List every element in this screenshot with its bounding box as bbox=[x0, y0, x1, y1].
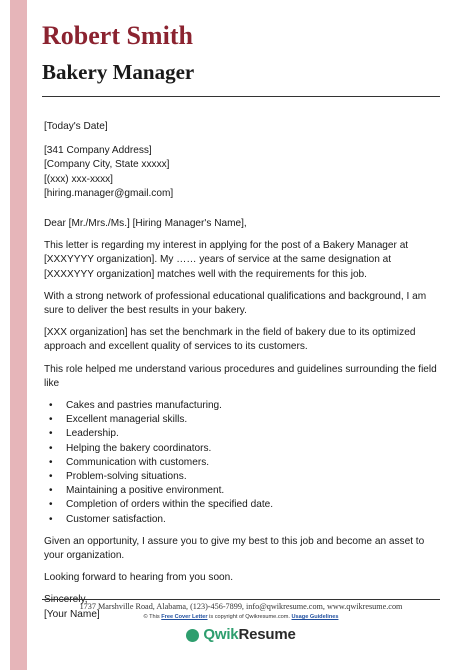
bullet-icon: • bbox=[49, 471, 53, 483]
bullet-icon: • bbox=[49, 400, 53, 412]
bullet-icon: • bbox=[49, 513, 53, 525]
recipient-city: [Company City, State xxxxx] bbox=[44, 159, 170, 171]
paragraph-closing: Looking forward to hearing from you soon. bbox=[44, 572, 234, 584]
recipient-phone: [(xxx) xxx-xxxx] bbox=[44, 173, 113, 185]
copyright-note bbox=[42, 613, 440, 621]
letter-body bbox=[44, 120, 440, 630]
decorative-side-bar bbox=[10, 0, 27, 670]
salutation: Dear [Mr./Mrs./Ms.] [Hiring Manager's Name], bbox=[44, 218, 247, 230]
paragraph-skills-intro: This role helped me understand various procedures and guidelines surrounding the field like bbox=[44, 363, 437, 389]
list-item: • Communication with customers. bbox=[44, 456, 440, 470]
header-divider bbox=[42, 96, 440, 97]
copyright-prefix: © This bbox=[143, 614, 160, 620]
recipient-address bbox=[44, 144, 440, 201]
qwikresume-logo-icon bbox=[186, 629, 199, 642]
job-title: Bakery Manager bbox=[42, 60, 195, 84]
copyright-middle: is copyright of Qwikresume.com. bbox=[209, 614, 290, 620]
list-item: • Completion of orders within the specified date. bbox=[44, 498, 440, 512]
paragraph-intro: This letter is regarding my interest in applying for the post of a Bakery Manager at [XXXYYYY organization]. My …… years of service at the same designation at [XXXXYYY organization] matches well with the requirements for this job. bbox=[44, 240, 409, 280]
recipient-street: [341 Company Address] bbox=[44, 145, 152, 157]
footer-contact: 1737 Marshville Road, Alabama, (123)-456-7899, info@qwikresume.com, www.qwikresume.com bbox=[79, 602, 403, 611]
list-item: • Cakes and pastries manufacturing. bbox=[44, 399, 440, 413]
list-item: • Customer satisfaction. bbox=[44, 513, 440, 527]
usage-guidelines-link[interactable]: Usage Guidelines bbox=[291, 614, 339, 620]
list-item: • Leadership. bbox=[44, 427, 440, 441]
bullet-icon: • bbox=[49, 485, 53, 497]
bullet-icon: • bbox=[49, 428, 53, 440]
skills-list bbox=[44, 399, 440, 527]
letter-date: [Today's Date] bbox=[44, 121, 108, 132]
recipient-email: [hiring.manager@gmail.com] bbox=[44, 187, 174, 199]
applicant-name: Robert Smith bbox=[42, 21, 193, 50]
brand-logo[interactable] bbox=[42, 624, 440, 646]
bullet-icon: • bbox=[49, 456, 53, 468]
list-item: • Excellent managerial skills. bbox=[44, 413, 440, 427]
list-item: • Maintaining a positive environment. bbox=[44, 484, 440, 498]
signature-name: [Your Name] bbox=[44, 608, 100, 620]
bullet-icon: • bbox=[49, 414, 53, 426]
free-cover-letter-link[interactable]: Free Cover Letter bbox=[161, 614, 208, 620]
brand-wordmark: QwikResume bbox=[203, 626, 296, 643]
paragraph-opportunity: Given an opportunity, I assure you to give my best to this job and become an asset to your organization. bbox=[44, 535, 425, 562]
list-item: • Problem-solving situations. bbox=[44, 470, 440, 484]
paragraph-organization: [XXX organization] has set the benchmark in the field of bakery due to its optimized approach and excellent quality of services to its customers. bbox=[44, 327, 416, 353]
closing-word: Sincerely, bbox=[44, 594, 88, 606]
bullet-icon: • bbox=[49, 499, 53, 511]
bullet-icon: • bbox=[49, 442, 53, 454]
list-item: • Helping the bakery coordinators. bbox=[44, 442, 440, 456]
paragraph-qualifications: With a strong network of professional educational qualifications and background, I am sure to deliver the best results in your bakery. bbox=[44, 290, 427, 317]
footer-divider bbox=[42, 599, 440, 600]
